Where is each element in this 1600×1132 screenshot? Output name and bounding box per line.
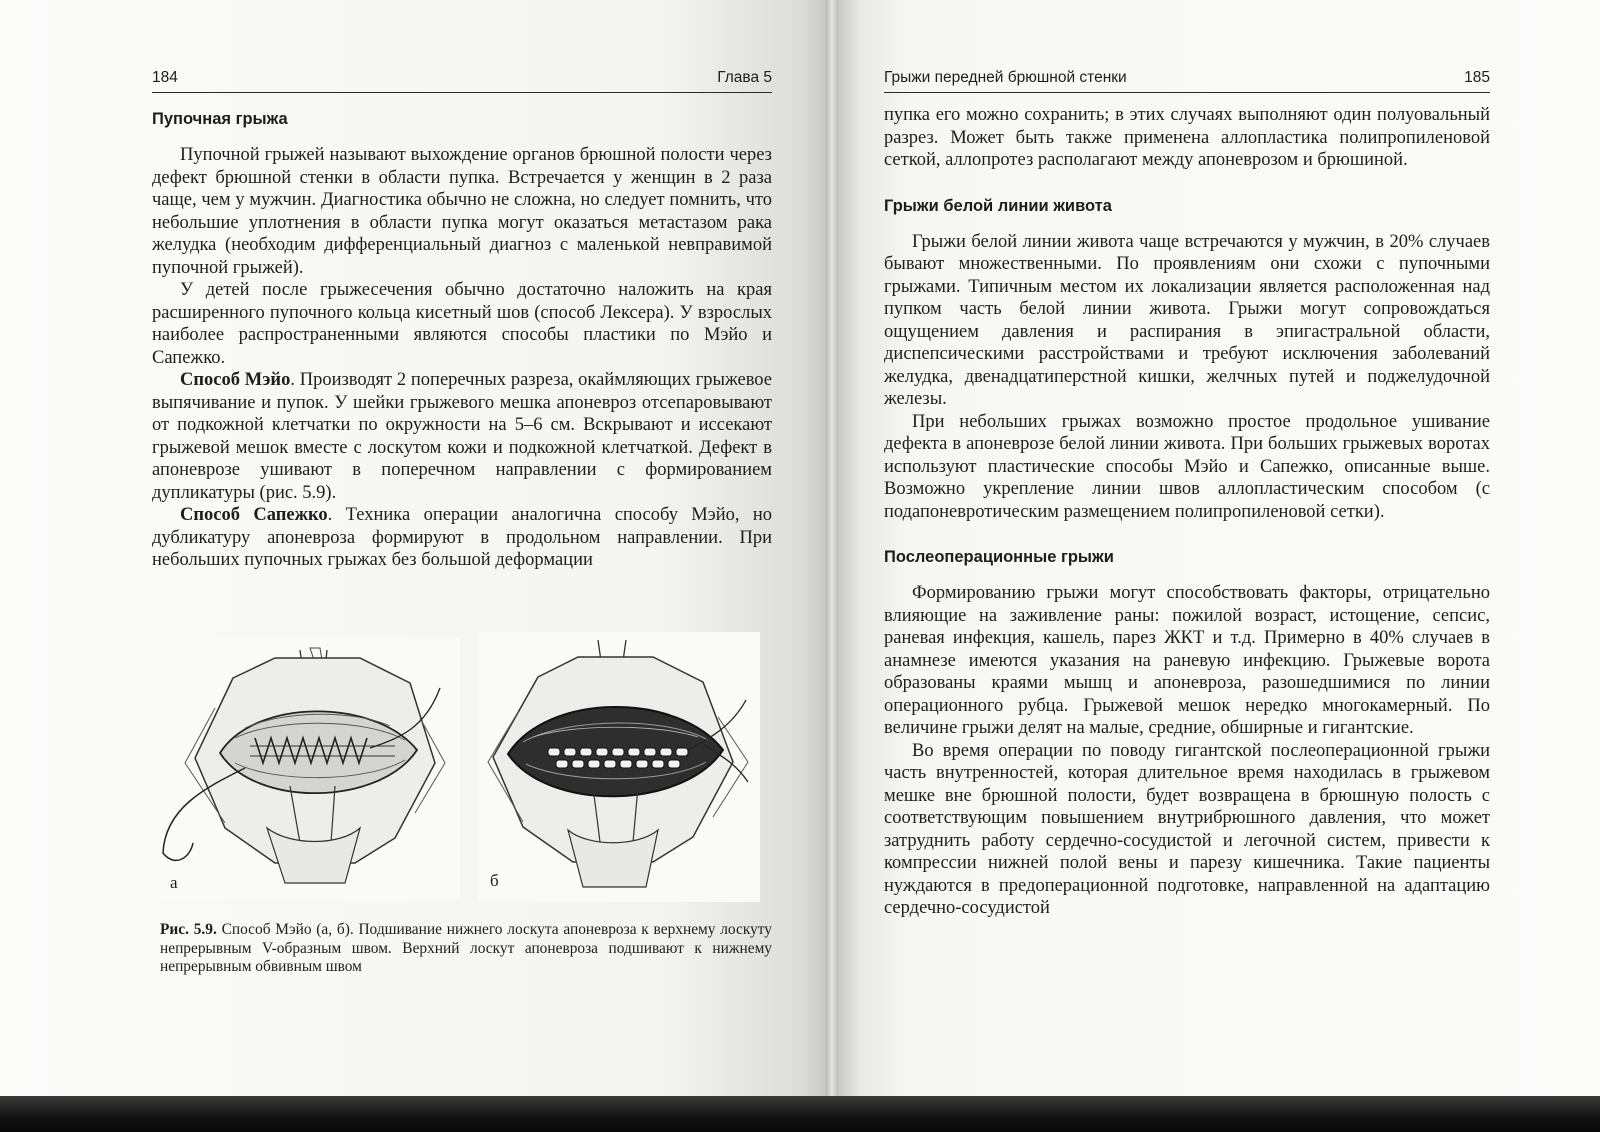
left-body-text xyxy=(152,108,772,572)
term-mayo: Способ Мэйо xyxy=(180,370,291,390)
section-heading-umbilical-hernia: Пупочная грыжа xyxy=(152,110,288,128)
section-heading-postoperative-hernia: Послеоперационные грыжи xyxy=(884,548,1114,566)
right-running-header xyxy=(884,62,1490,93)
scan-bottom-shadow xyxy=(0,1096,1600,1132)
term-sapezhko: Способ Сапежко xyxy=(180,505,328,525)
paragraph: При небольших грыжах возможно простое продольное ушивание дефекта в апоневрозе белой линии живота. При больших грыжевых воротах используют пластические способы Мэйо и Сапежко, описанные выше. Возможно укрепление линии швов аллопластическим способом (с подапоневротическим размещением полипропиленовой сетки). xyxy=(884,411,1490,522)
figure-caption-text: Способ Мэйо (а, б). Подшивание нижнего лоскута апоневроза к верхнему лоскуту непрерывным V-образным швом. Верхний лоскут апоневроза подшивают к нижнему непрерывным обвивным швом xyxy=(160,921,772,975)
paragraph: Пупочной грыжей называют выхождение органов брюшной полости через дефект брюшной стенки в области пупка. Встречается у женщин в 2 раза чаще, чем у мужчин. Диагностика обычно не сложна, но следует помнить, что небольшие уплотнения в области пупка могут оказаться метастазом рака желудка (необходим дифференциальный диагноз с маленькой невправимой пупочной грыжей). xyxy=(152,145,772,278)
paragraph: У детей после грыжесечения обычно достаточно наложить на края расширенного пупочного кольца кисетный шов (способ Лексера). У взрослых наиболее распространенными являются способы пластики по Мэйо и Сапежко. xyxy=(152,280,772,368)
right-page xyxy=(838,0,1600,1098)
paragraph-mayo-method xyxy=(152,369,772,504)
left-page-number: 184 xyxy=(152,69,178,86)
figure-label-a: а xyxy=(170,873,178,892)
left-running-header xyxy=(152,62,772,93)
book-gutter xyxy=(826,0,838,1098)
paragraph-sapezhko-method xyxy=(152,504,772,572)
paragraph: Формированию грыжи могут способствовать факторы, отрицательно влияющие на заживление раны: пожилой возраст, истощение, сепсис, раневая инфекция, кашель, парез ЖКТ и т.д. Примерно в 40% случаев в анамнезе имеются указания на раневую инфекцию. Грыжевые ворота образованы краями мышц и апоневроза, разошедшимися по линии операционного рубца. Грыжевой мешок нередко многокамерный. По величине грыжи делят на малые, средние, обширные и гигантские. xyxy=(884,583,1490,738)
figure-5-9b-illustration xyxy=(478,632,760,902)
paragraph: Грыжи белой линии живота чаще встречаются у мужчин, в 20% случаев бывают множественными. По проявлениям они схожи с пупочными грыжами. Типичным местом их локализации является расположенная над пупком часть белой линии живота. Грыжи могут сопровождаться ощущением давления и распирания в эпигастральной области, диспепсическими расстройствами и требуют исключения заболеваний желудка, двенадцатиперстной кишки, желчных путей и поджелудочной железы. xyxy=(884,231,1490,409)
mayo-description: . Производят 2 поперечных разреза, окаймляющих грыжевое выпячивание и пупок. У шейки грыжевого мешка апоневроз отсепаровывают от подкожной клетчатки по окружности на 5–6 см. Вскрывают и иссекают грыжевой мешок вместе с лоскутом кожи и подкожной клетчаткой. Дефект в апоневрозе ушивают в поперечном направлении с формированием дупликатуры (рис. 5.9). xyxy=(152,370,772,503)
figure-label-b: б xyxy=(490,871,499,890)
left-chapter-title: Глава 5 xyxy=(717,69,772,86)
section-heading-linea-alba-hernia: Грыжи белой линии живота xyxy=(884,196,1112,215)
right-body-text xyxy=(884,104,1490,920)
figure-caption xyxy=(160,921,772,977)
paragraph: Во время операции по поводу гигантской послеоперационной грыжи часть внутренностей, которая длительное время находилась в грыжевом мешке вне брюшной полости, будет возвращена в брюшную полость с соответствующим повышением внутрибрюшного давления, что может затруднить работу сердечно-сосудистой и легочной систем, привести к компрессии нижней полой вены и парезу кишечника. Такие пациенты нуждаются в предоперационной подготовке, направленной на адаптацию сердечно-сосудистой xyxy=(884,740,1490,918)
paragraph-continued: пупка его можно сохранить; в этих случаях выполняют один полуовальный разрез. Может быть также применена аллопластика полипропиленовой сеткой, аллопротез располагают между апоневрозом и брюшиной. xyxy=(884,105,1490,170)
figure-caption-number: Рис. 5.9. xyxy=(160,921,217,938)
right-chapter-title: Грыжи передней брюшной стенки xyxy=(884,69,1127,86)
sapezhko-description: . Техника операции аналогична способу Мэйо, но дубликатуру апоневроза формируют в продольном направлении. При небольших пупочных грыжах без большой деформации xyxy=(152,505,772,570)
right-page-number: 185 xyxy=(1464,69,1490,86)
figure-5-9a-illustration xyxy=(155,638,460,900)
